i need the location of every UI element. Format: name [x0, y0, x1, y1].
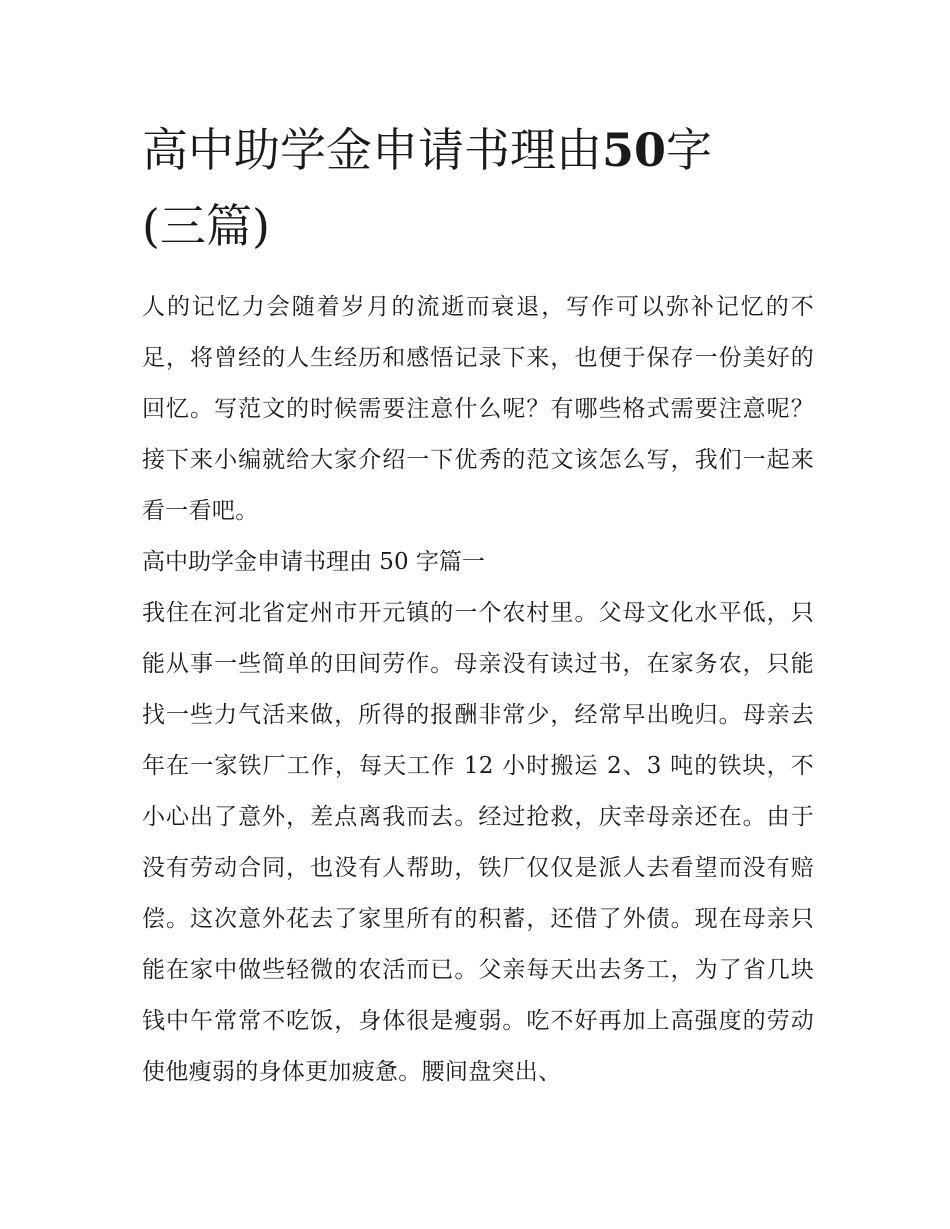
document-content	[142, 112, 814, 1098]
title-main-text: 高中助学金申请书理由	[142, 123, 602, 177]
section-heading: 高中助学金申请书理由 50 字篇一	[142, 549, 485, 575]
title-end-text: 字	[666, 123, 713, 177]
section-body-paragraph: 我住在河北省定州市开元镇的一个农村里。父母文化水平低，只能从事一些简单的田间劳作。母亲没有读过书，在家务农，只能找一些力气活来做，所得的报酬非常少，经常早出晚归。母亲去年在一家铁厂工作，每天工作 12 小时搬运 2、3 吨的铁块，不小心出了意外，差点离我而去。经过抢救，庆幸母亲还在。由于没有劳动合同，也没有人帮助，铁厂仅仅是派人去看望而没有赔偿。这次意外花去了家里所有的积蓄，还借了外债。现在母亲只能在家中做些轻微的农活而已。父亲每天出去务工，为了省几块钱中午常常不吃饭，身体很是瘦弱。吃不好再加上高强度的劳动使他瘦弱的身体更加疲惫。腰间盘突出、	[142, 600, 814, 1085]
document-title	[142, 112, 782, 264]
title-number: 50	[602, 123, 667, 177]
title-second-line: (三篇)	[142, 199, 270, 253]
intro-paragraph: 人的记忆力会随着岁月的流逝而衰退，写作可以弥补记忆的不足，将曾经的人生经历和感悟记录下来，也便于保存一份美好的回忆。写范文的时候需要注意什么呢？有哪些格式需要注意呢？接下来小编就给大家介绍一下优秀的范文该怎么写，我们一起来看一看吧。	[142, 294, 814, 524]
